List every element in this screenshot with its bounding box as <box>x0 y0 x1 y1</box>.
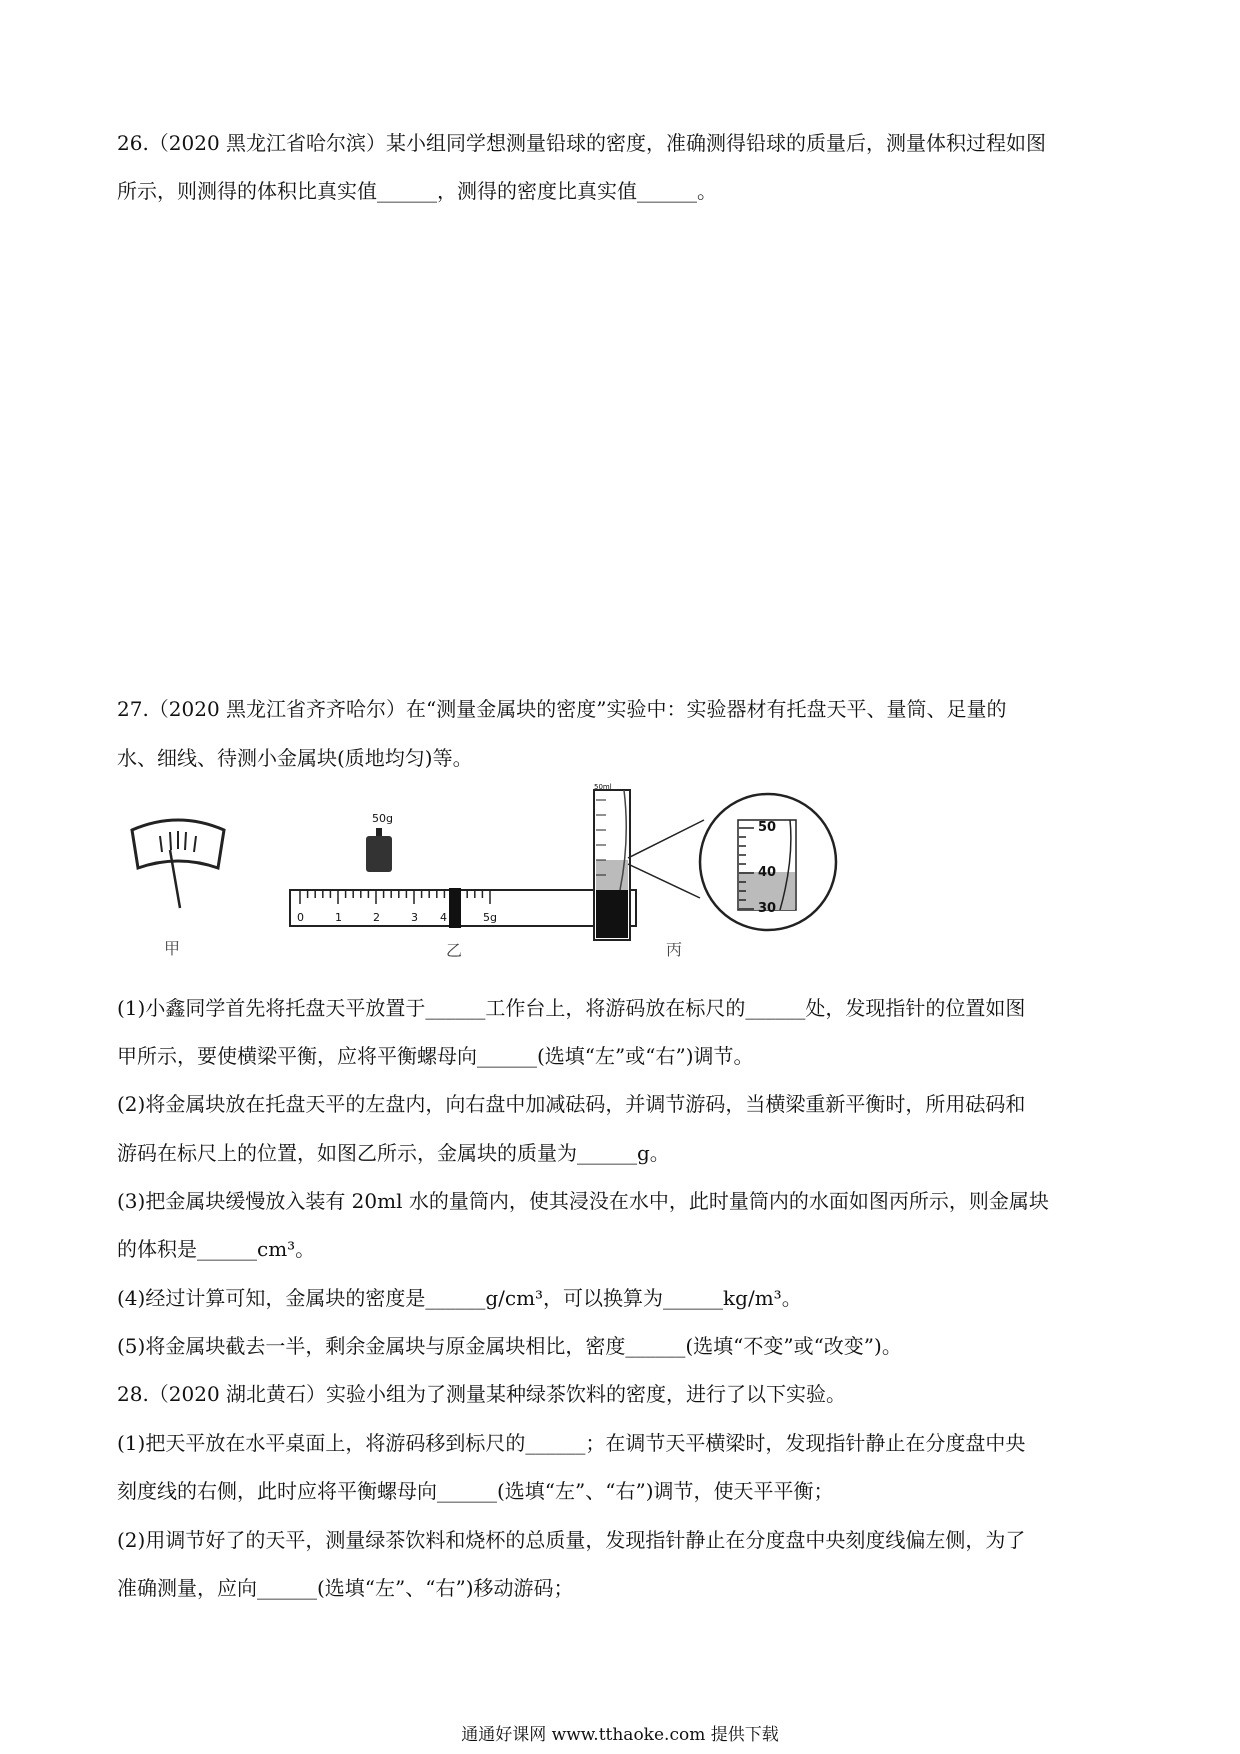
q27-part-5: (5)将金属块截去一半，剩余金属块与原金属块相比，密度______(选填“不变”或“改变”)。 <box>117 1334 902 1358</box>
q27-intro-2: 水、细线、待测小金属块(质地均匀)等。 <box>117 746 473 770</box>
q28-line-1: 28.（2020 湖北黄石）实验小组为了测量某种绿茶饮料的密度，进行了以下实验。 <box>117 1382 847 1406</box>
q27-part-3a: (3)把金属块缓慢放入装有 20ml 水的量筒内，使其浸没在水中，此时量筒内的水面如图丙所示，则金属块 <box>117 1189 1049 1213</box>
q26-line-1: 26.（2020 黑龙江省哈尔滨）某小组同学想测量铅球的密度，准确测得铅球的质量后，测量体积过程如图 <box>117 131 1047 155</box>
scale-tick-4: 4 <box>440 911 447 924</box>
scale-tick-0: 0 <box>297 911 304 924</box>
page-footer: 通通好课网 www.tthaoke.com 提供下载 <box>461 1725 779 1745</box>
q26-line-2: 所示，则测得的体积比真实值______，测得的密度比真实值______。 <box>117 179 717 203</box>
q27-figures <box>118 783 1138 960</box>
q27-part-3b: 的体积是______cm³。 <box>117 1237 316 1261</box>
q28-line-5: 准确测量，应向______(选填“左”、“右”)移动游码； <box>117 1576 574 1600</box>
zoom-tick-30: 30 <box>758 901 777 916</box>
cylinder-top-label: 50ml <box>594 783 612 791</box>
weight-label: 50g <box>372 812 393 825</box>
figure-yi-label: 乙 <box>446 941 463 960</box>
q28-line-2: (1)把天平放在水平桌面上，将游码移到标尺的______；在调节天平横梁时，发现指针静止在分度盘中央 <box>117 1431 1026 1455</box>
q27-part-1b: 甲所示，要使横梁平衡，应将平衡螺母向______(选填“左”或“右”)调节。 <box>117 1044 754 1068</box>
scale-tick-3: 3 <box>411 911 418 924</box>
q27-part-4: (4)经过计算可知，金属块的密度是______g/cm³，可以换算为______kg/m³。 <box>117 1286 802 1310</box>
zoom-tick-40: 40 <box>758 865 777 880</box>
q28-line-3: 刻度线的右侧，此时应将平衡螺母向______(选填“左”、“右”)调节，使天平平衡； <box>117 1479 834 1503</box>
balance-dial-icon <box>118 810 238 930</box>
zoom-tick-50: 50 <box>758 820 777 835</box>
cylinder-illustration <box>568 780 928 945</box>
figure-bing-label: 丙 <box>666 940 683 959</box>
q28-line-4: (2)用调节好了的天平，测量绿茶饮料和烧杯的总质量，发现指针静止在分度盘中央刻度线偏左侧，为了 <box>117 1528 1026 1552</box>
figure-jia-label: 甲 <box>164 939 181 958</box>
scale-tick-5g: 5g <box>483 911 497 924</box>
q27-intro-1: 27.（2020 黑龙江省齐齐哈尔）在“测量金属块的密度”实验中：实验器材有托盘天平、量筒、足量的 <box>117 697 1007 721</box>
q27-part-1a: (1)小鑫同学首先将托盘天平放置于______工作台上，将游码放在标尺的______处，发现指针的位置如图 <box>117 996 1026 1020</box>
scale-tick-1: 1 <box>335 911 342 924</box>
figure-jia <box>118 810 238 960</box>
scale-tick-2: 2 <box>373 911 380 924</box>
q27-part-2a: (2)将金属块放在托盘天平的左盘内，向右盘中加减砝码，并调节游码，当横梁重新平衡时，所用砝码和 <box>117 1092 1026 1116</box>
figure-bing <box>568 780 928 960</box>
q27-part-2b: 游码在标尺上的位置，如图乙所示，金属块的质量为______g。 <box>117 1141 670 1165</box>
